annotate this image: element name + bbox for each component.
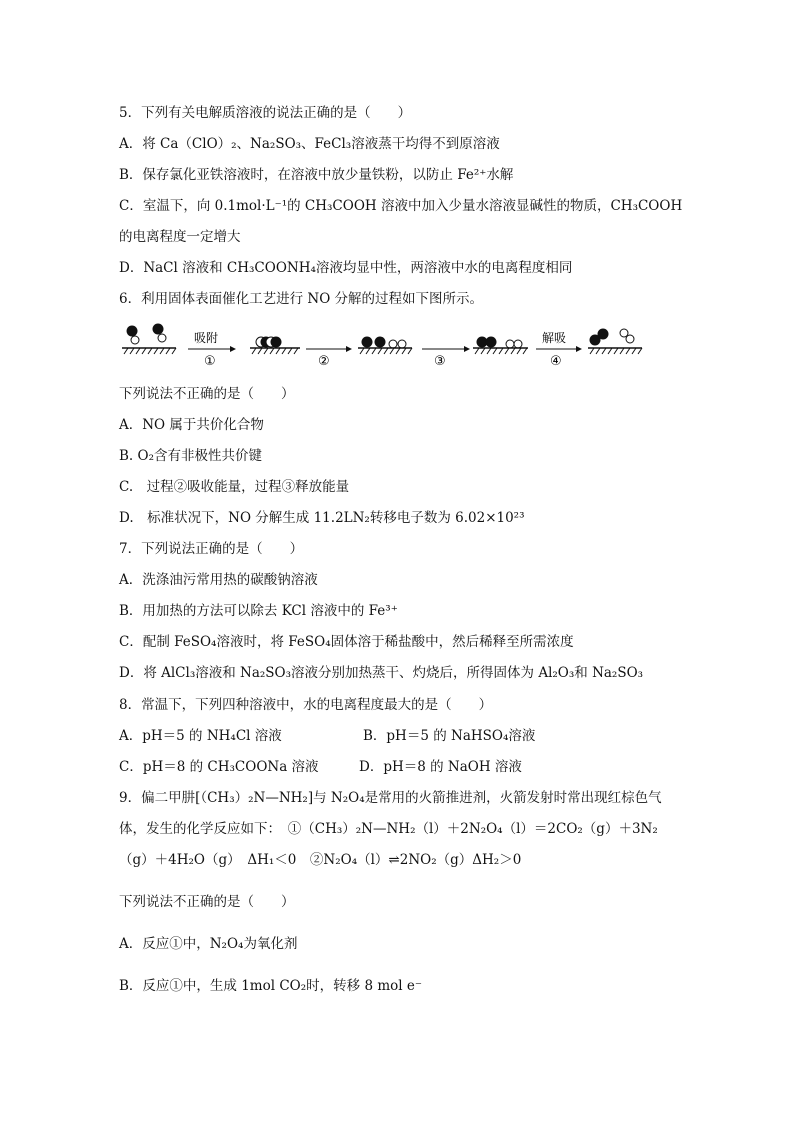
q5-option-c-line1: C．室温下，向 0.1mol·L⁻¹的 CH₃COOH 溶液中加入少量水溶液显碱性的物质，CH₃COOH [119, 198, 683, 214]
q8-option-c: C．pH＝8 的 CH₃COONa 溶液 [119, 759, 319, 775]
surface-0 [122, 348, 176, 354]
q7-option-c: C．配制 FeSO₄溶液时，将 FeSO₄固体溶于稀盐酸中，然后稀释至所需浓度 [119, 634, 574, 650]
q9-prompt: 下列说法不正确的是（ ） [119, 894, 295, 910]
q8-option-a: A．pH＝5 的 NH₄Cl 溶液 [119, 728, 282, 744]
no-decomposition-diagram [118, 318, 648, 368]
q9-line1: 9．偏二甲肼[（CH₃）₂N—NH₂]与 N₂O₄是常用的火箭推进剂，火箭发射时常出现红棕色气 [119, 790, 662, 806]
q5-option-a: A．将 Ca（ClO）₂、Na₂SO₃、FeCl₃溶液蒸干均得不到原溶液 [119, 136, 500, 152]
q6-stem: 6．利用固体表面催化工艺进行 NO 分解的过程如下图所示。 [119, 291, 484, 307]
q5-option-c-line2: 的电离程度一定增大 [119, 229, 241, 245]
q5-option-b: B．保存氯化亚铁溶液时，在溶液中放少量铁粉，以防止 Fe²⁺水解 [119, 167, 514, 183]
q7-stem: 7．下列说法正确的是（ ） [119, 541, 304, 557]
q6-option-c: C. 过程②吸收能量，过程③释放能量 [119, 479, 350, 495]
q8-option-d: D．pH＝8 的 NaOH 溶液 [359, 759, 522, 775]
q7-option-a: A．洗涤油污常用热的碳酸钠溶液 [119, 572, 318, 588]
arrow-step-1 [188, 331, 236, 368]
q9-option-a: A．反应①中，N₂O₄为氧化剂 [119, 936, 298, 952]
q9-line2: 体，发生的化学反应如下： ①（CH₃）₂N—NH₂（l）＋2N₂O₄（l）＝2CO₂（g）＋3N₂ [119, 821, 658, 837]
q8-options-ab [119, 727, 734, 745]
q6-option-d: D. 标准状况下，NO 分解生成 11.2LN₂转移电子数为 6.02×10²³ [119, 510, 525, 526]
q9-line3: （g）＋4H₂O（g） ΔH₁＜0 ②N₂O₄（l）⇌2NO₂（g）ΔH₂＞0 [119, 852, 522, 868]
step-label-adsorb: 吸附 [194, 331, 219, 345]
stage-3-molecules [477, 337, 523, 349]
q5-option-d: D．NaCl 溶液和 CH₃COONH₄溶液均显中性，两溶液中水的电离程度相同 [119, 260, 573, 276]
arrow-step-2 [306, 346, 352, 368]
q8-options-cd [119, 758, 734, 776]
step-number-3: ③ [434, 354, 446, 368]
q8-stem: 8．常温下，下列四种溶液中，水的电离程度最大的是（ ） [119, 697, 493, 713]
stage-0-molecules [127, 324, 167, 345]
surface-3 [473, 348, 528, 354]
surface-2 [358, 348, 412, 354]
surface-4 [588, 348, 642, 354]
step-label-desorb: 解吸 [542, 331, 567, 345]
q5-stem: 5．下列有关电解质溶液的说法正确的是（ ） [119, 105, 412, 121]
stage-4-molecules [590, 329, 635, 346]
q7-option-d: D．将 AlCl₃溶液和 Na₂SO₃溶液分别加热蒸干、灼烧后，所得固体为 Al₂O₃和 Na₂SO₃ [119, 665, 644, 681]
stage-1-molecules [256, 337, 282, 348]
q9-option-b: B．反应①中，生成 1mol CO₂时，转移 8 mol e⁻ [119, 978, 422, 994]
q6-option-b: B. O₂含有非极性共价键 [119, 448, 262, 464]
step-number-1: ① [204, 354, 216, 368]
surface-1 [250, 348, 300, 354]
step-number-2: ② [318, 354, 330, 368]
q6-prompt: 下列说法不正确的是（ ） [119, 386, 295, 402]
arrow-step-4 [536, 331, 582, 368]
arrow-step-3 [422, 346, 470, 368]
step-number-4: ④ [550, 354, 562, 368]
stage-2-molecules [362, 337, 407, 349]
q7-option-b: B．用加热的方法可以除去 KCl 溶液中的 Fe³⁺ [119, 603, 398, 619]
q8-option-b: B．pH＝5 的 NaHSO₄溶液 [363, 728, 536, 744]
q6-option-a: A．NO 属于共价化合物 [119, 417, 264, 433]
